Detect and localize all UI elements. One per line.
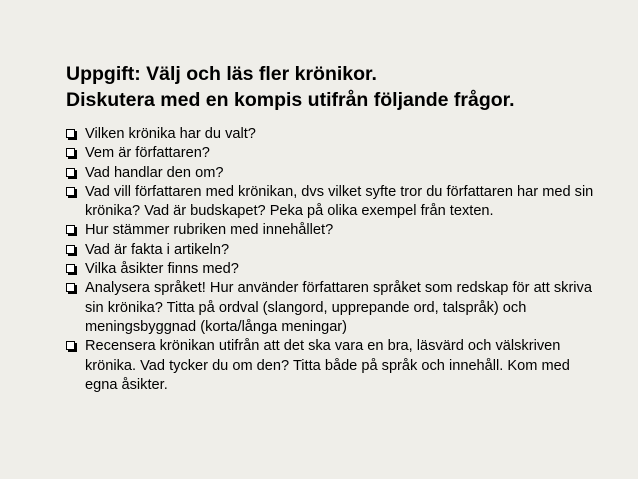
- checkbox-icon: [66, 341, 75, 350]
- question-text: Vilken krönika har du valt?: [85, 126, 256, 142]
- question-text: Vilka åsikter finns med?: [85, 261, 239, 278]
- list-item: [66, 144, 606, 163]
- checkbox-icon: [66, 187, 75, 196]
- list-item: [66, 183, 606, 222]
- checkbox-icon: [66, 264, 75, 273]
- checkbox-icon: [66, 225, 75, 234]
- checkbox-icon: [66, 168, 75, 177]
- list-item: [66, 221, 606, 240]
- question-text: Vem är författaren?: [85, 145, 210, 162]
- question-text: Vad vill författaren med krönikan, dvs vilket syfte tror du författaren har med sin krönika? Vad är budskapet? Peka på olika exempel från texten.: [85, 183, 594, 220]
- list-item: [66, 164, 606, 183]
- question-text: Vad är fakta i artikeln?: [85, 241, 230, 258]
- slide-title: [66, 61, 626, 113]
- question-text: Hur stämmer rubriken med innehållet?: [85, 222, 334, 239]
- question-list: [66, 125, 606, 395]
- list-item: [66, 241, 606, 260]
- question-text: Recensera krönikan utifrån att det ska vara en bra, läsvärd och välskriven krönika. Vad tycker du om den? Titta både på språk och innehåll. Kom med egna åsikter.: [85, 338, 570, 393]
- question-text: Analysera språket! Hur använder författaren språket som redskap för att skriva sin krönika? Titta på ordval (slangord, upprepande ord, talspråk) och meningsbyggnad (korta/långa meningar): [85, 280, 592, 335]
- list-item: [66, 337, 606, 395]
- list-item: [66, 125, 606, 144]
- list-item: [66, 260, 606, 279]
- checkbox-icon: [66, 129, 75, 138]
- checkbox-icon: [66, 283, 75, 292]
- title-line-1: Uppgift: Välj och läs fler krönikor.: [66, 63, 377, 85]
- list-item: [66, 279, 606, 337]
- question-text: Vad handlar den om?: [85, 164, 224, 181]
- title-line-2: Diskutera med en kompis utifrån följande frågor.: [66, 89, 515, 111]
- checkbox-icon: [66, 245, 75, 254]
- checkbox-icon: [66, 148, 75, 157]
